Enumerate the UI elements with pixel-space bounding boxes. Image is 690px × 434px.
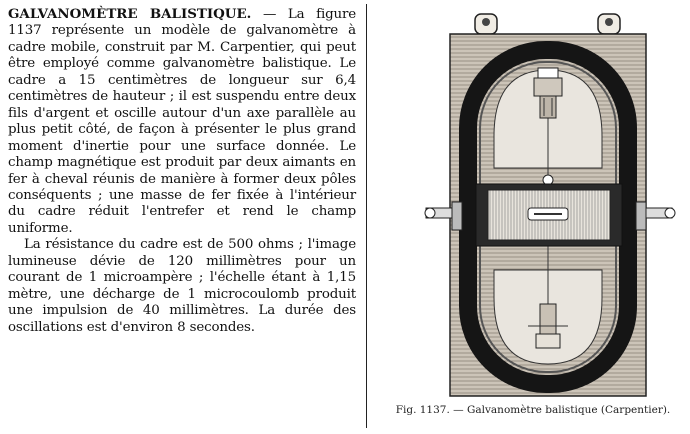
binding-post-right	[636, 202, 675, 230]
column-divider	[366, 4, 367, 428]
mounting-lug-right	[598, 14, 620, 34]
binding-post-left	[425, 202, 462, 230]
paragraph-1-body: — La figure 1137 représente un modèle de galvanomètre à cadre mobile, construit par M. Carpentier, qui peut être employé comme galvanomètre balistique. Le cadre a 15 centimètres de longueur sur 6,4 centimètres de hauteur ; il est suspendu entre deux fils d'argent et oscille autour d'un axe parallèle au plus petit côté, de façon à présenter le plus grand moment d'inertie pour une surface donnée. Le champ magnétique est produit par deux aimants en fer à cheval réunis de manière à former deux pôles conséquents ; une masse de fer fixée à l'intérieur du cadre réduit l'entrefer et rend le champ uniforme.	[8, 7, 357, 236]
galvanometer-illustration	[420, 8, 682, 400]
moving-coil	[476, 184, 622, 246]
paragraph-2: La résistance du cadre est de 500 ohms ; l'image lumineuse dévie de 120 millimètres pour un courant de 1 microampère ; l'échelle étant à 1,15 mètre, une décharge de 1 microcoulomb produit une impulsion de 40 millimètres. La durée des oscillations est d'environ 8 secondes.	[8, 237, 356, 335]
paragraph-1	[8, 6, 356, 237]
mounting-lug-left	[475, 14, 497, 34]
figure-caption: Fig. 1137. — Galvanomètre balistique (Carpentier).	[395, 404, 671, 416]
article-text	[8, 6, 356, 336]
article-heading: GALVANOMÈTRE BALISTIQUE.	[8, 6, 252, 22]
